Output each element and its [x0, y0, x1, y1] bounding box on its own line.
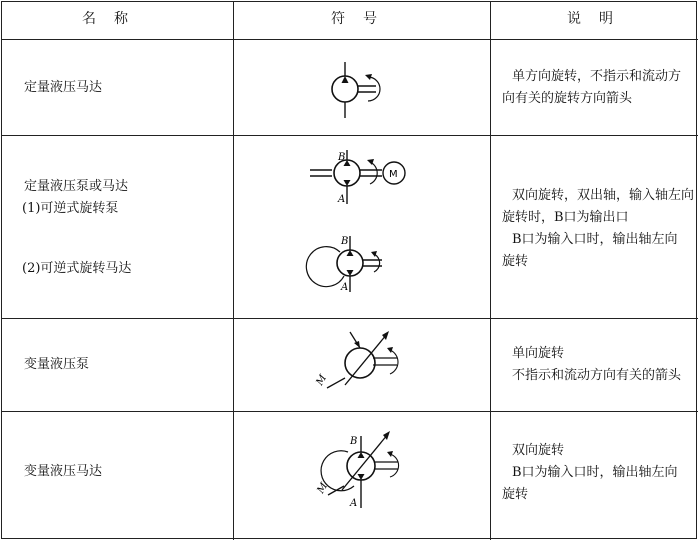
row2-desc-line4: 旋转 — [502, 254, 529, 269]
port-b-label-3: B — [350, 436, 358, 447]
port-b-label: B — [338, 152, 346, 163]
row4-desc-line2: B口为输入口时，输出轴左向 — [512, 465, 678, 480]
row2-name-line1: 定量液压泵或马达 — [24, 179, 129, 194]
row-divider-3 — [1, 411, 698, 412]
row3-desc-line1: 单向旋转 — [512, 346, 565, 361]
port-a-label-3: A — [350, 498, 358, 509]
row3-name: 变量液压泵 — [24, 357, 90, 372]
row2-desc-line3: B口为输入口时，输出轴左向 — [512, 232, 678, 247]
port-a-label-2: A — [341, 282, 349, 293]
row4-name: 变量液压马达 — [24, 464, 103, 479]
row2-desc-line1: 双向旋转，双出轴，输入轴左向 — [512, 188, 695, 203]
row4-desc-line3: 旋转 — [502, 487, 529, 502]
variable-label-2: M — [315, 481, 331, 496]
row3-desc-line2: 不指示和流动方向有关的箭头 — [512, 368, 682, 383]
drive-motor-label: M — [389, 169, 398, 180]
reversible-motor-symbol — [322, 232, 392, 294]
header-divider — [1, 39, 698, 40]
header-description: 说 明 — [567, 11, 615, 27]
variable-motor-symbol — [306, 420, 416, 512]
port-b-label-2: B — [341, 236, 349, 247]
row-divider-1 — [1, 135, 698, 136]
port-a-label: A — [338, 194, 346, 205]
row2-name-line3: (2)可逆式旋转马达 — [22, 261, 132, 276]
col-divider-1 — [233, 1, 234, 540]
row2-name-line2: (1)可逆式旋转泵 — [22, 201, 119, 216]
row1-desc-line1: 单方向旋转，不指示和流动方 — [512, 69, 682, 84]
reversible-pump-symbol — [310, 150, 422, 208]
row4-desc-line1: 双向旋转 — [512, 443, 565, 458]
col-divider-2 — [490, 1, 491, 540]
header-name: 名 称 — [82, 11, 130, 27]
row-divider-2 — [1, 318, 698, 319]
row1-desc-line2: 向有关的旋转方向箭头 — [502, 91, 633, 106]
variable-pump-symbol — [305, 328, 415, 398]
variable-label: M — [314, 373, 330, 388]
row2-desc-line2: 旋转时，B口为输出口 — [502, 210, 629, 225]
fixed-motor-symbol — [318, 62, 388, 118]
row1-name: 定量液压马达 — [24, 80, 103, 95]
header-symbol: 符 号 — [331, 11, 379, 27]
